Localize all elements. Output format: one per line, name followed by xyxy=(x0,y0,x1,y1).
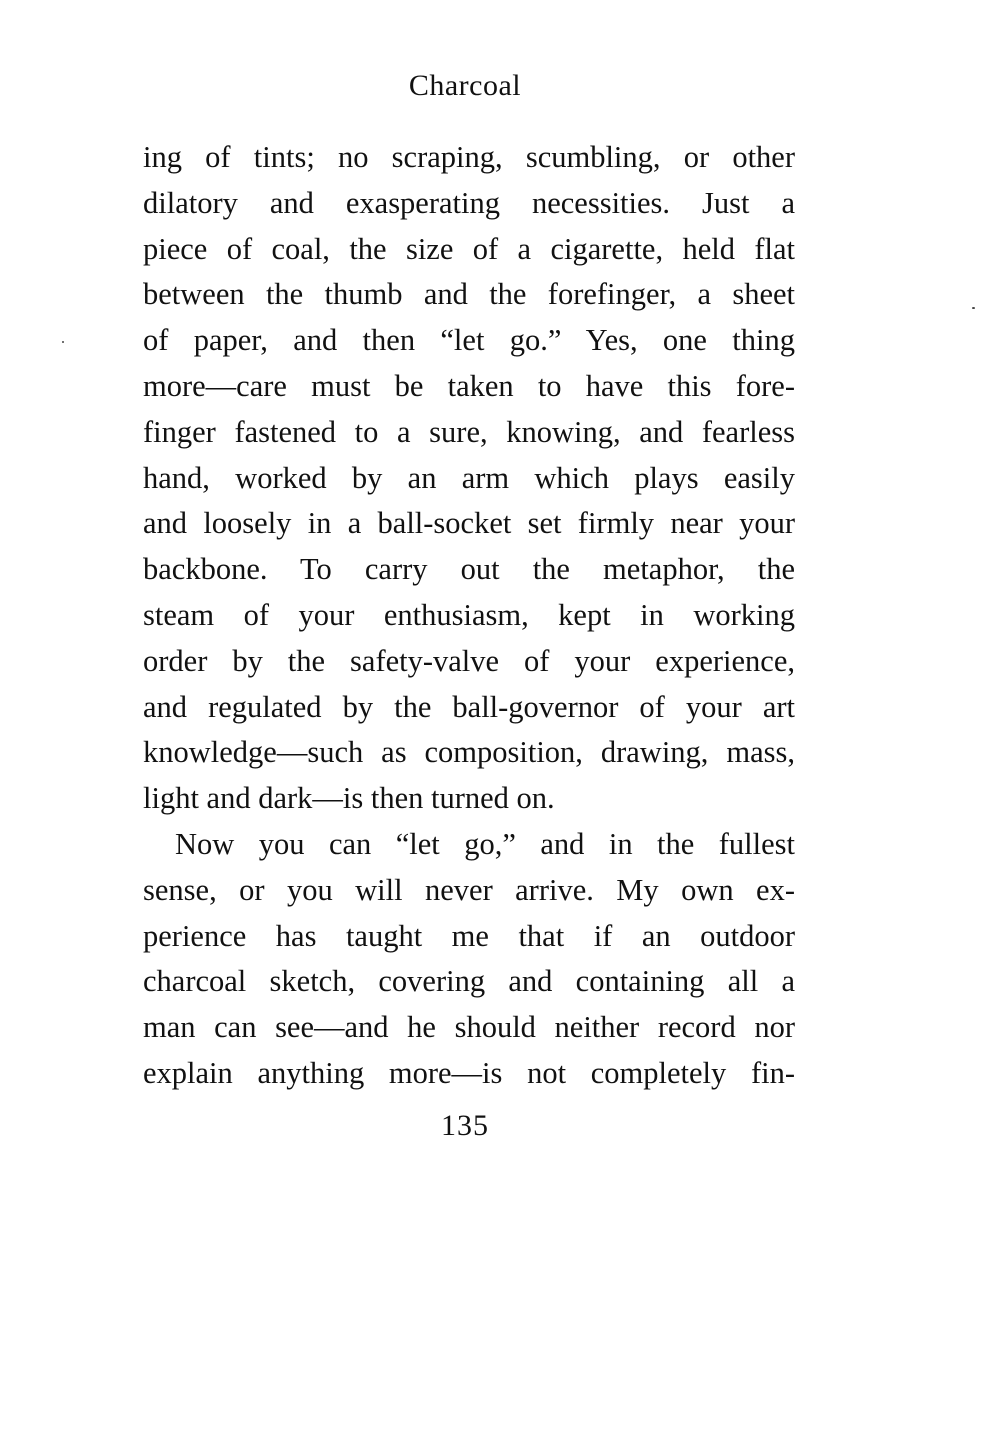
text-line: of paper, and then “let go.” Yes, one thing xyxy=(143,323,795,358)
scan-speck xyxy=(62,341,64,343)
text-line: explain anything more—is not completely fin- xyxy=(143,1055,795,1090)
text-line: perience has taught me that if an outdoor xyxy=(143,918,795,953)
text-line: between the thumb and the forefinger, a sheet xyxy=(143,277,795,312)
text-line: man can see—and he should neither record nor xyxy=(143,1010,795,1045)
text-line: hand, worked by an arm which plays easily xyxy=(143,460,795,495)
text-line: light and dark—is then turned on. xyxy=(143,781,555,816)
text-line: backbone. To carry out the metaphor, the xyxy=(143,552,795,587)
text-line: steam of your enthusiasm, kept in working xyxy=(143,597,795,632)
text-line: ing of tints; no scraping, scumbling, or other xyxy=(143,140,795,174)
text-line: knowledge—such as composition, drawing, mass, xyxy=(143,735,795,770)
scan-speck xyxy=(972,307,975,309)
text-line: finger fastened to a sure, knowing, and fearless xyxy=(143,414,795,449)
text-line: piece of coal, the size of a cigarette, held flat xyxy=(143,231,795,266)
text-line: more—care must be taken to have this fore- xyxy=(143,368,795,403)
page-number: 135 xyxy=(441,1109,489,1142)
text-line: and loosely in a ball-socket set firmly near your xyxy=(143,506,795,541)
text-line: dilatory and exasperating necessities. Just a xyxy=(143,185,795,220)
text-line: charcoal sketch, covering and containing all a xyxy=(143,964,795,999)
text-line: sense, or you will never arrive. My own ex- xyxy=(143,872,795,907)
text-line: Now you can “let go,” and in the fullest xyxy=(175,826,795,861)
text-line: and regulated by the ball-governor of your art xyxy=(143,689,795,724)
running-head: Charcoal xyxy=(408,69,522,102)
body-text xyxy=(143,135,795,1097)
text-line: order by the safety-valve of your experience, xyxy=(143,643,795,678)
